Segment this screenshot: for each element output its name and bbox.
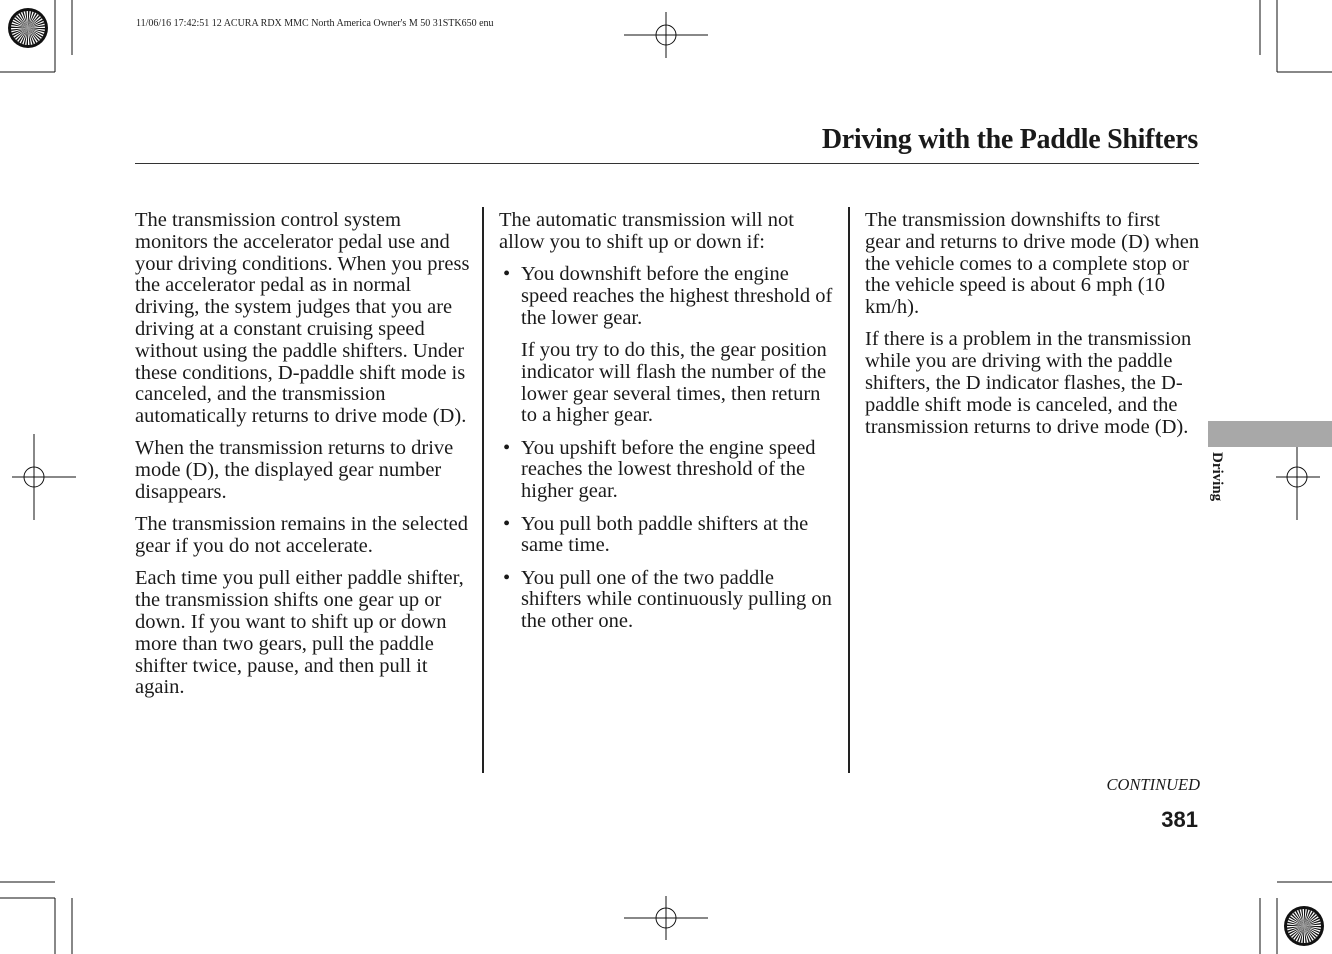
paragraph: The transmission remains in the selected gear if you do not accelerate. [135, 513, 469, 558]
condition-list [499, 438, 839, 633]
list-item [499, 568, 839, 633]
paragraph: When the transmission returns to drive mode (D), the displayed gear number disappears. [135, 437, 454, 504]
page-number: 381 [1161, 807, 1198, 832]
bullet-icon: • [503, 512, 511, 535]
list-item-text: You pull one of the two paddle shifters while continuously pulling on the other one. [521, 566, 832, 633]
crosshair-icon [624, 12, 708, 58]
print-metadata: 11/06/16 17:42:51 12 ACURA RDX MMC North America Owner's M 50 31STK650 enu [136, 18, 494, 29]
registration-target-icon [8, 8, 48, 48]
section-tab-bar [1208, 421, 1332, 447]
list-item-text: You upshift before the engine speed reaches the lowest threshold of the higher gear. [521, 436, 816, 503]
crosshair-icon [624, 896, 708, 940]
list-item-text: You pull both paddle shifters at the same time. [521, 512, 809, 557]
column-1 [135, 210, 475, 710]
paragraph: Each time you pull either paddle shifter, the transmission shifts one gear up or down. If you want to shift up or down more than two gears, pull the paddle shifter twice, pause, and then pull it again. [135, 567, 464, 699]
column-divider [848, 207, 850, 773]
page-title: Driving with the Paddle Shifters [821, 124, 1198, 155]
bullet-icon: • [503, 263, 511, 286]
column-2 [499, 210, 839, 644]
paragraph: The transmission downshifts to first gear and returns to drive mode (D) when the vehicle comes to a complete stop or the vehicle speed is about 6 mph (10 km/h). [865, 209, 1200, 319]
bullet-icon: • [503, 436, 511, 459]
list-item [499, 264, 839, 329]
section-tab-label: Driving [1209, 452, 1225, 502]
list-item [499, 514, 839, 558]
paragraph: If there is a problem in the transmission while you are driving with the paddle shifters, the D indicator flashes, the D-paddle shift mode is canceled, and the transmission returns to drive mode (D). [865, 328, 1192, 438]
continued-label: CONTINUED [1106, 775, 1200, 794]
title-divider [135, 163, 1199, 164]
section-tab[interactable] [1198, 452, 1238, 514]
column-divider [482, 207, 484, 773]
condition-list [499, 264, 839, 329]
column-3 [865, 210, 1200, 449]
paragraph: The transmission control system monitors the accelerator pedal use and your driving conditions. When you press the accelerator pedal as in normal driving, the system judges that you are driving at a constant cruising speed without using the paddle shifters. Under these conditions, D-paddle shift mode is canceled, and the transmission automatically returns to drive mode (D). [135, 209, 470, 428]
list-item-text: You downshift before the engine speed reaches the highest threshold of the lower gear. [521, 263, 833, 329]
crosshair-icon [12, 434, 76, 520]
registration-target-icon [1284, 906, 1324, 946]
list-item [499, 438, 839, 503]
bullet-note: If you try to do this, the gear position indicator will flash the number of the lower gear several times, then return to a higher gear. [521, 338, 827, 427]
bullet-icon: • [503, 566, 511, 589]
paragraph-intro: The automatic transmission will not allow you to shift up or down if: [499, 209, 794, 253]
